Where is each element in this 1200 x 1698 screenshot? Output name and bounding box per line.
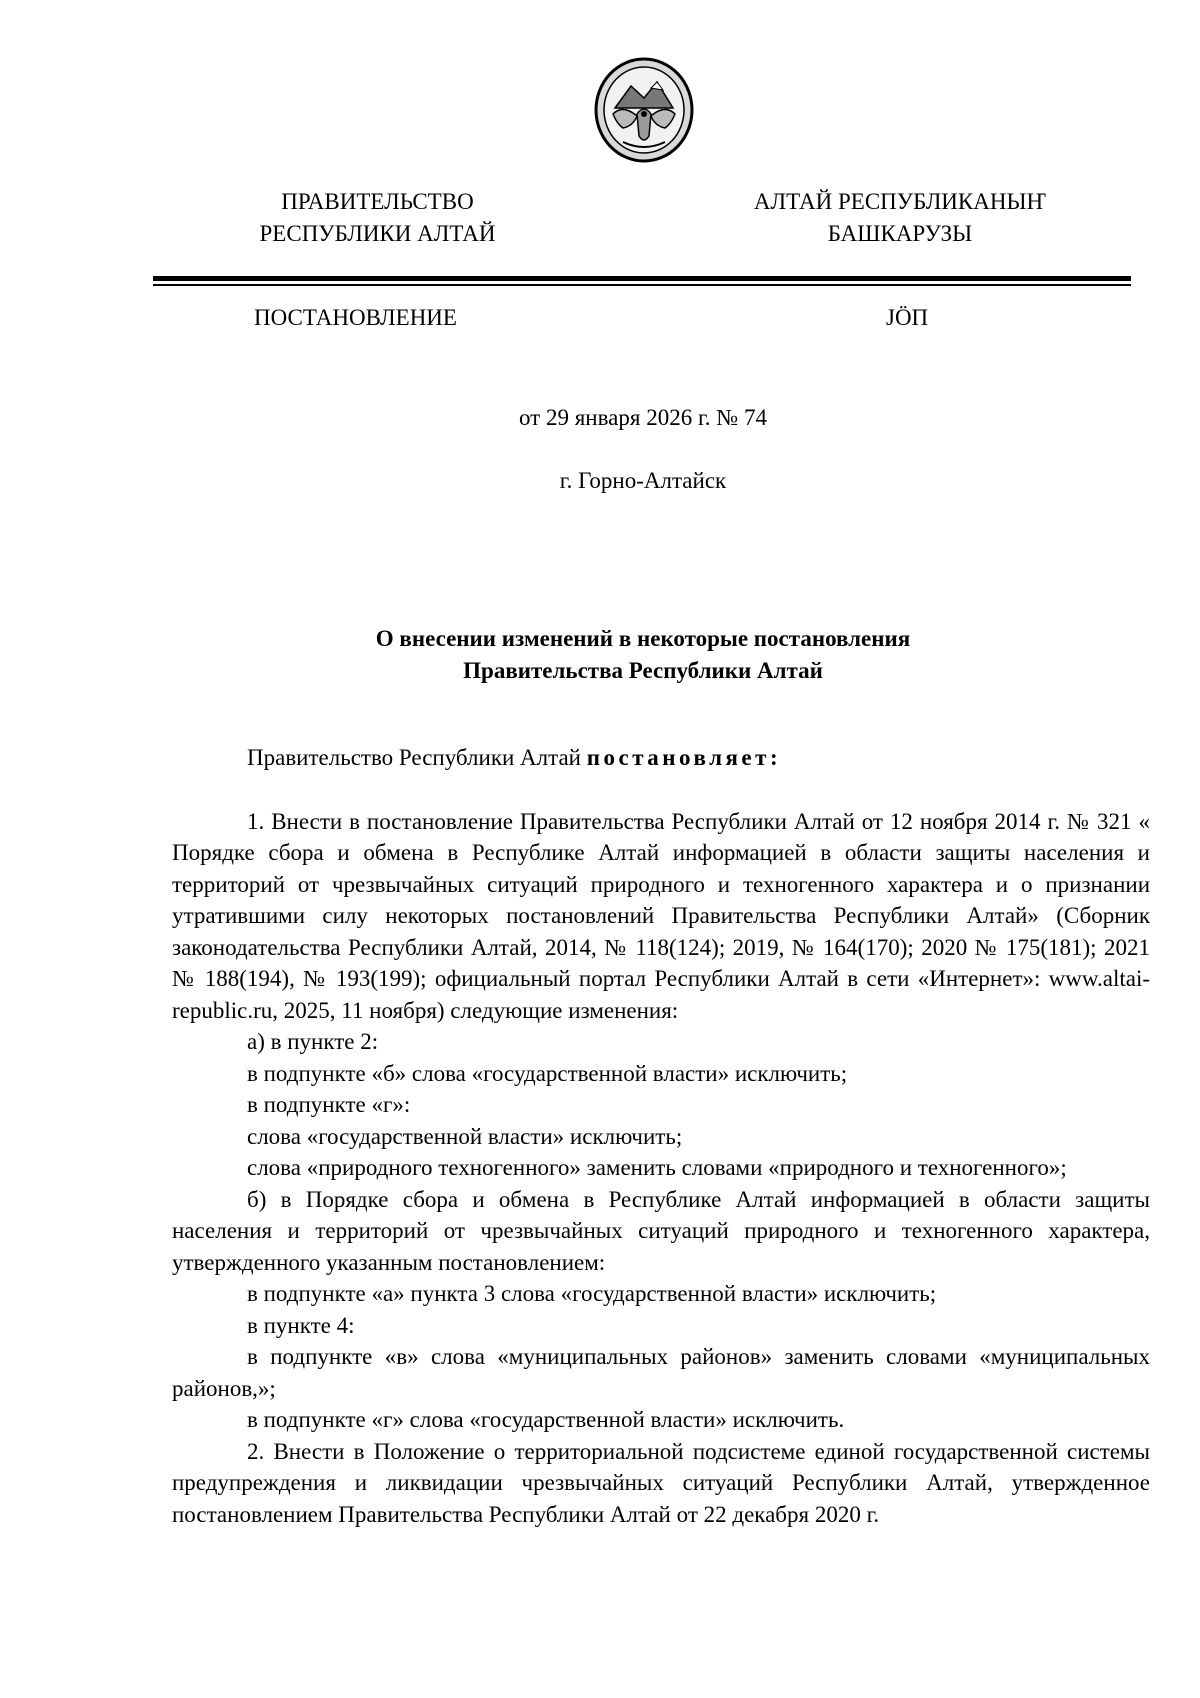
paragraph-2: 2. Внести в Положение о территориальной подсистеме единой государственной системы предупреждения и ликвидации чрезвычайных ситуаций Республики Алтай, утвержденное постановлением Правительства Республики Алтай от 22 декабря 2020 г. bbox=[172, 1438, 1150, 1527]
republic-altai-coat-of-arms-icon bbox=[593, 56, 695, 164]
doc-type-ru: ПОСТАНОВЛЕНИЕ bbox=[254, 305, 457, 330]
document-city: г. Горно-Алтайск bbox=[559, 468, 727, 493]
paragraph-item: в подпункте «а» пункта 3 слова «государственной власти» исключить; bbox=[247, 1281, 937, 1306]
paragraph-item: слова «государственной власти» исключить; bbox=[247, 1123, 683, 1149]
preamble bbox=[172, 742, 1150, 774]
paragraph-item: в подпункте «в» слова «муниципальных районов» заменить словами «муниципальных районов,»; bbox=[172, 1344, 1150, 1401]
document-title-line2: Правительства Республики Алтай bbox=[463, 658, 823, 683]
issuer-ru-line2: РЕСПУБЛИКИ АЛТАЙ bbox=[259, 221, 496, 246]
document-date-number: от 29 января 2026 г. № 74 bbox=[518, 405, 767, 430]
paragraph-item: в подпункте «б» слова «государственной власти» исключить; bbox=[247, 1060, 848, 1086]
header-divider-thick bbox=[153, 276, 1131, 281]
document-title bbox=[0, 623, 1200, 687]
issuer-ru-line1: ПРАВИТЕЛЬСТВО bbox=[281, 189, 474, 214]
paragraph-1: 1. Внести в постановление Правительства Республики Алтай от 12 ноября 2014 г. № 321 « Порядке сбора и обмена в Республике Алтай информацией в области защиты населения и территорий от чрезвычайных ситуаций природного и техногенного характера и о признании утратившими силу некоторых постановлений Правительства Республики Алтай» (Сборник законодательства Республики Алтай, 2014, № 118(124); 2019, № 164(170); 2020 № 175(181); 2021 № 188(194), № 193(199); официальный портал Республики Алтай в сети «Интернет»: www.altai-republic.ru, 2025, 11 ноября) следующие изменения: bbox=[172, 808, 1150, 1023]
preamble-emphasis: постановляет: bbox=[586, 745, 782, 770]
issuer-ru bbox=[195, 186, 560, 250]
document-title-line1: О внесении изменений в некоторые постановления bbox=[375, 626, 911, 651]
paragraph-item: в пункте 4: bbox=[247, 1312, 355, 1338]
paragraph-item: слова «природного техногенного» заменить словами «природного и техногенного»; bbox=[247, 1155, 1067, 1180]
preamble-text: Правительство Республики Алтай bbox=[247, 745, 587, 770]
paragraph-item: а) в пункте 2: bbox=[247, 1029, 379, 1054]
issuer-alt bbox=[720, 186, 1080, 250]
document-body bbox=[172, 742, 1150, 1530]
paragraph-item: в подпункте «г» слова «государственной власти» исключить. bbox=[247, 1407, 845, 1432]
paragraph-item: в подпункте «г»: bbox=[247, 1092, 411, 1117]
doc-type-alt: ЈӦП bbox=[886, 305, 929, 330]
header-divider-thin bbox=[153, 284, 1131, 286]
issuer-alt-line2: БАШКАРУЗЫ bbox=[827, 221, 973, 246]
paragraph-item: б) в Порядке сбора и обмена в Республике Алтай информацией в области защиты населения и территорий от чрезвычайных ситуаций природного и техногенного характера, утвержденного указанным постановлением: bbox=[172, 1186, 1150, 1275]
issuer-alt-line1: АЛТАЙ РЕСПУБЛИКАНЫҤ bbox=[753, 189, 1047, 214]
